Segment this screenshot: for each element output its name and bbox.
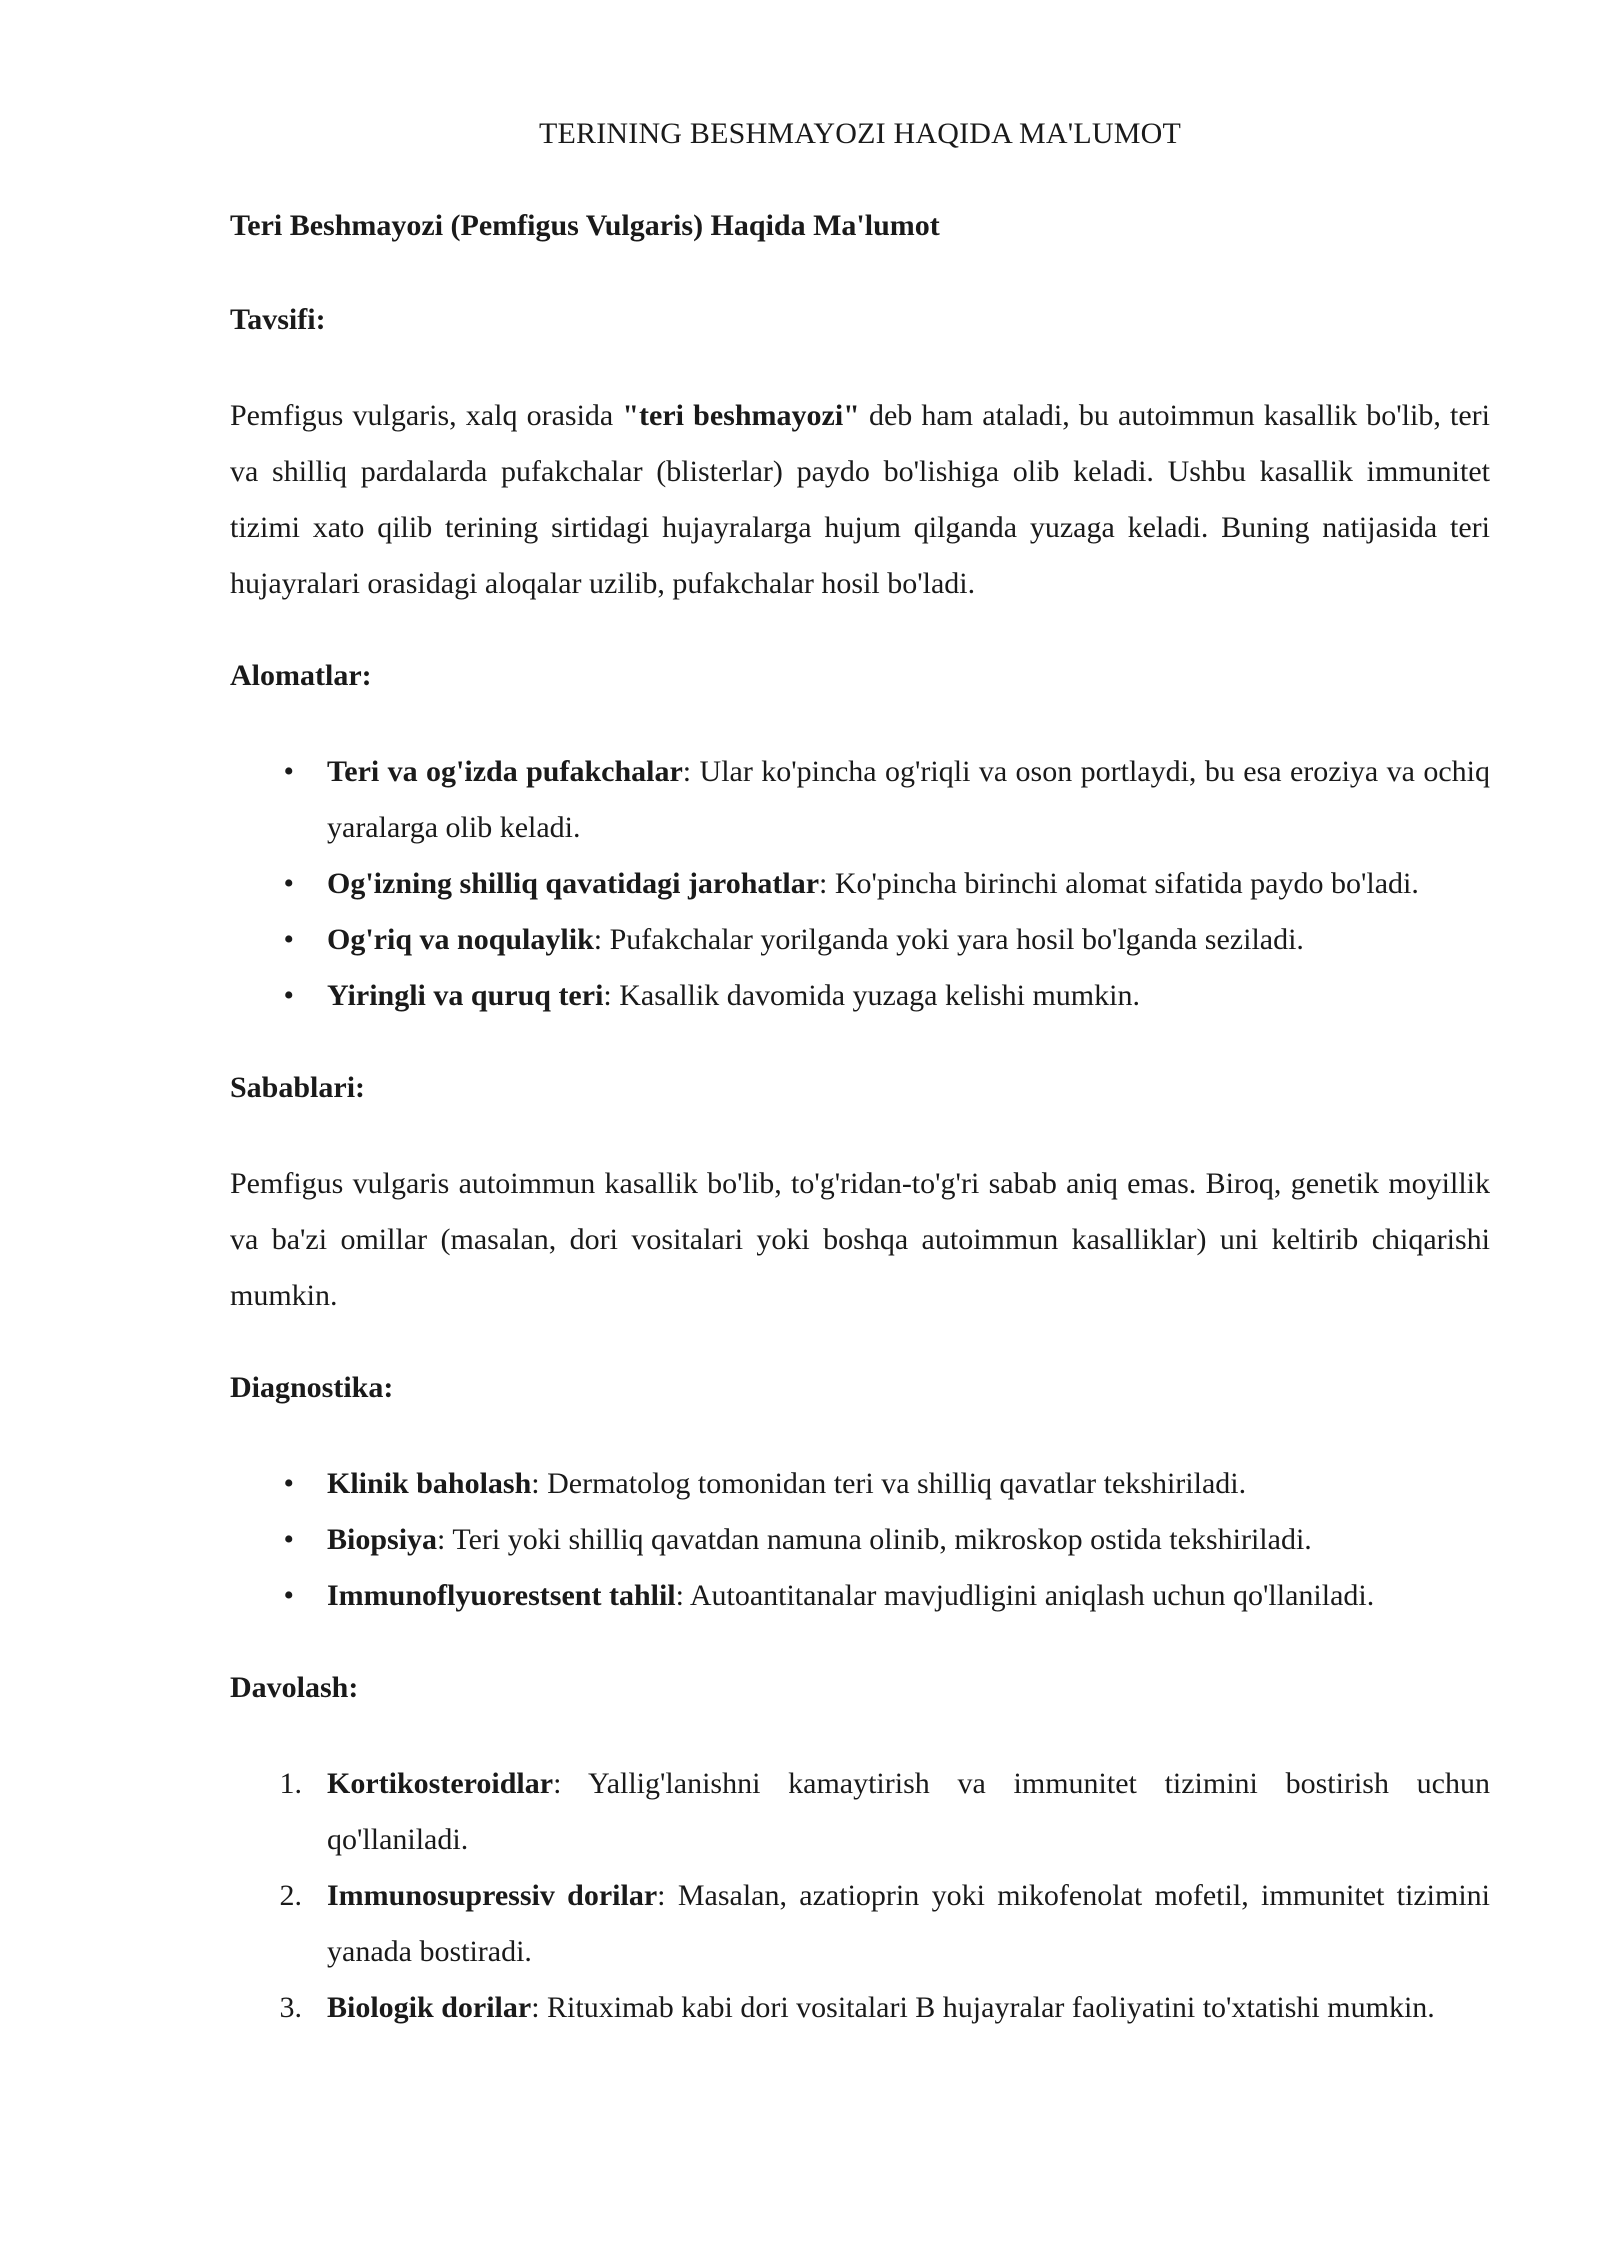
list-item	[230, 912, 1490, 968]
list-item-text: : Ular ko'pincha og'riqli va oson portlaydi, bu esa eroziya va ochiq yaralarga olib keladi.	[327, 755, 1490, 844]
heading-sabablari: Sabablari:	[230, 1071, 366, 1104]
heading-davolash: Davolash:	[230, 1671, 359, 1704]
list-davolash	[230, 1756, 1490, 2036]
list-item-text: : Yallig'lanishni kamaytirish va immunitet tizimini bostirish uchun qo'llaniladi.	[327, 1767, 1490, 1856]
list-item-text: : Rituximab kabi dori vositalari B hujayralar faoliyatini to'xtatishi mumkin.	[531, 1991, 1435, 2024]
list-item-text: : Autoantitanalar mavjudligini aniqlash uchun qo'llaniladi.	[675, 1579, 1375, 1612]
list-item	[230, 1756, 1490, 1868]
list-item	[230, 744, 1490, 856]
list-item	[230, 968, 1490, 1024]
list-item-term: Immunosupressiv dorilar	[327, 1879, 658, 1912]
list-item	[230, 1456, 1490, 1512]
list-number: 2.	[279, 1879, 302, 1912]
paragraph-sabablari: Pemfigus vulgaris autoimmun kasallik bo'lib, to'g'ridan-to'g'ri sabab aniq emas. Biroq, genetik moyillik va ba'zi omillar (masalan, dori vositalari yoki boshqa autoimmun kasalliklar) uni keltirib chiqarishi mumkin.	[230, 1167, 1490, 1312]
list-alomatlar	[230, 744, 1490, 1024]
list-number: 3.	[279, 1991, 302, 2024]
list-item-term: Og'izning shilliq qavatidagi jarohatlar	[327, 867, 820, 900]
list-item-term: Biologik dorilar	[327, 1991, 532, 2024]
list-item-term: Immunoflyuorestsent tahlil	[327, 1579, 676, 1612]
list-item	[230, 856, 1490, 912]
list-item-term: Og'riq va noqulaylik	[327, 923, 594, 956]
paragraph-tavsifi-bold-term: "teri beshmayozi"	[622, 399, 860, 432]
document-title: TERINING BESHMAYOZI HAQIDA MA'LUMOT	[538, 117, 1182, 150]
document-subtitle: Teri Beshmayozi (Pemfigus Vulgaris) Haqida Ma'lumot	[230, 209, 940, 242]
list-item-term: Kortikosteroidlar	[327, 1767, 554, 1800]
bullet-icon: •	[283, 1467, 294, 1500]
list-item-text: : Teri yoki shilliq qavatdan namuna olinib, mikroskop ostida tekshiriladi.	[437, 1523, 1312, 1556]
bullet-icon: •	[283, 867, 294, 900]
list-item-term: Teri va og'izda pufakchalar	[327, 755, 683, 788]
heading-alomatlar: Alomatlar:	[230, 659, 372, 692]
bullet-icon: •	[283, 755, 294, 788]
list-item	[230, 1512, 1490, 1568]
list-item-text: : Masalan, azatioprin yoki mikofenolat mofetil, immunitet tizimini yanada bostiradi.	[327, 1879, 1491, 1968]
document-body	[230, 108, 1490, 2074]
list-item-term: Klinik baholash	[327, 1467, 532, 1500]
list-number: 1.	[279, 1767, 302, 1800]
bullet-icon: •	[283, 1523, 294, 1556]
list-item	[230, 1980, 1490, 2036]
heading-diagnostika: Diagnostika:	[230, 1371, 394, 1404]
paragraph-tavsifi-text-start: Pemfigus vulgaris, xalq orasida	[230, 399, 623, 432]
list-item	[230, 1868, 1490, 1980]
list-item-term: Yiringli va quruq teri	[327, 979, 604, 1012]
bullet-icon: •	[283, 923, 294, 956]
list-item-term: Biopsiya	[327, 1523, 438, 1556]
heading-tavsifi: Tavsifi:	[230, 303, 326, 336]
paragraph-tavsifi-text-end: deb ham ataladi, bu autoimmun kasallik bo'lib, teri va shilliq pardalarda pufakchalar (blisterlar) paydo bo'lishiga olib keladi. Ushbu kasallik immunitet tizimi xato qilib terining sirtidagi hujayralarga hujum qilganda yuzaga keladi. Buning natijasida teri hujayralari orasidagi aloqalar uzilib, pufakchalar hosil bo'ladi.	[230, 399, 1490, 600]
list-item-text: : Ko'pincha birinchi alomat sifatida paydo bo'ladi.	[819, 867, 1419, 900]
bullet-icon: •	[283, 979, 294, 1012]
list-item-text: : Pufakchalar yorilganda yoki yara hosil bo'lganda seziladi.	[593, 923, 1304, 956]
paragraph-tavsifi	[230, 388, 1490, 612]
list-item	[230, 1568, 1490, 1624]
list-item-text: : Dermatolog tomonidan teri va shilliq qavatlar tekshiriladi.	[531, 1467, 1247, 1500]
list-diagnostika	[230, 1456, 1490, 1624]
list-item-text: : Kasallik davomida yuzaga kelishi mumkin.	[603, 979, 1140, 1012]
bullet-icon: •	[283, 1579, 294, 1612]
